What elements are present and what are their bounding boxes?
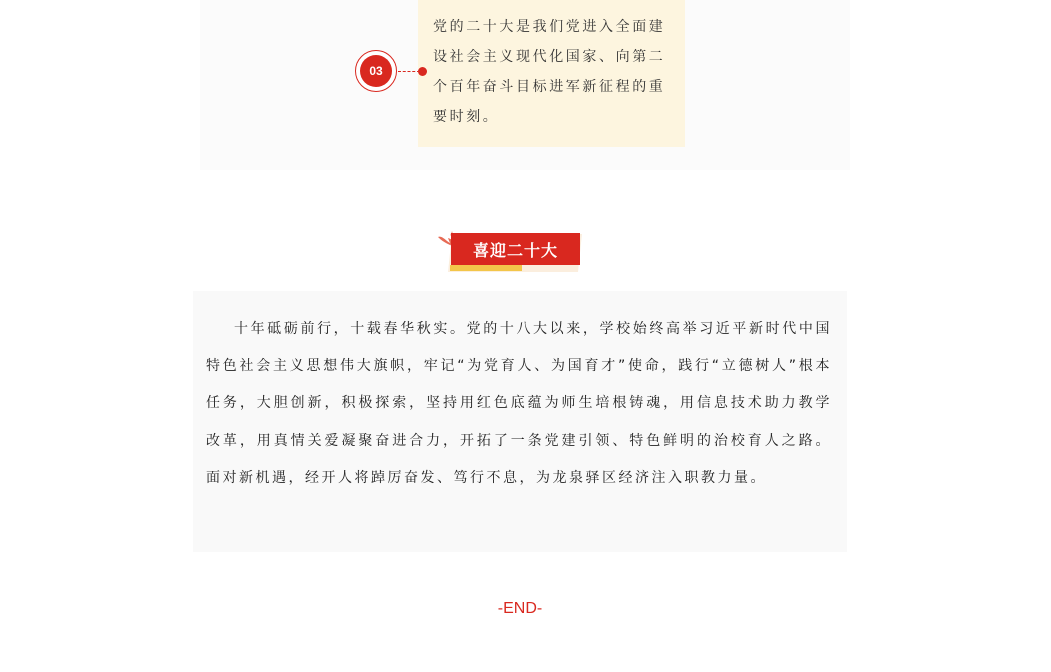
- step-number-badge: [355, 50, 397, 92]
- article-text-panel: [193, 291, 847, 552]
- step-number: 03: [360, 55, 392, 87]
- banner-gold-accent: [450, 265, 522, 271]
- banner-title: 喜迎二十大: [472, 240, 558, 260]
- article-paragraph: 十年砥砺前行，十载春华秋实。党的十八大以来，学校始终高举习近平新时代中国特色社会主义思想伟大旗帜，牢记“为党育人、为国育才”使命，践行“立德树人”根本任务，大胆创新，积极探索，坚持用红色底蕴为师生培根铸魂，用信息技术助力教学改革，用真情关爱凝聚奋进合力，开拓了一条党建引领、特色鲜明的治校育人之路。面对新机遇，经开人将踔厉奋发、笃行不息，为龙泉驿区经济注入职教力量。: [206, 321, 832, 486]
- step-connector-dot: [418, 67, 427, 76]
- section-banner: [436, 226, 586, 276]
- step-connector-line: [398, 71, 420, 72]
- step-card-text: 党的二十大是我们党进入全面建设社会主义现代化国家、向第二个百年奋斗目标进军新征程的重要时刻。: [433, 19, 666, 125]
- end-marker: -END-: [497, 600, 543, 617]
- step-card: [418, 0, 685, 147]
